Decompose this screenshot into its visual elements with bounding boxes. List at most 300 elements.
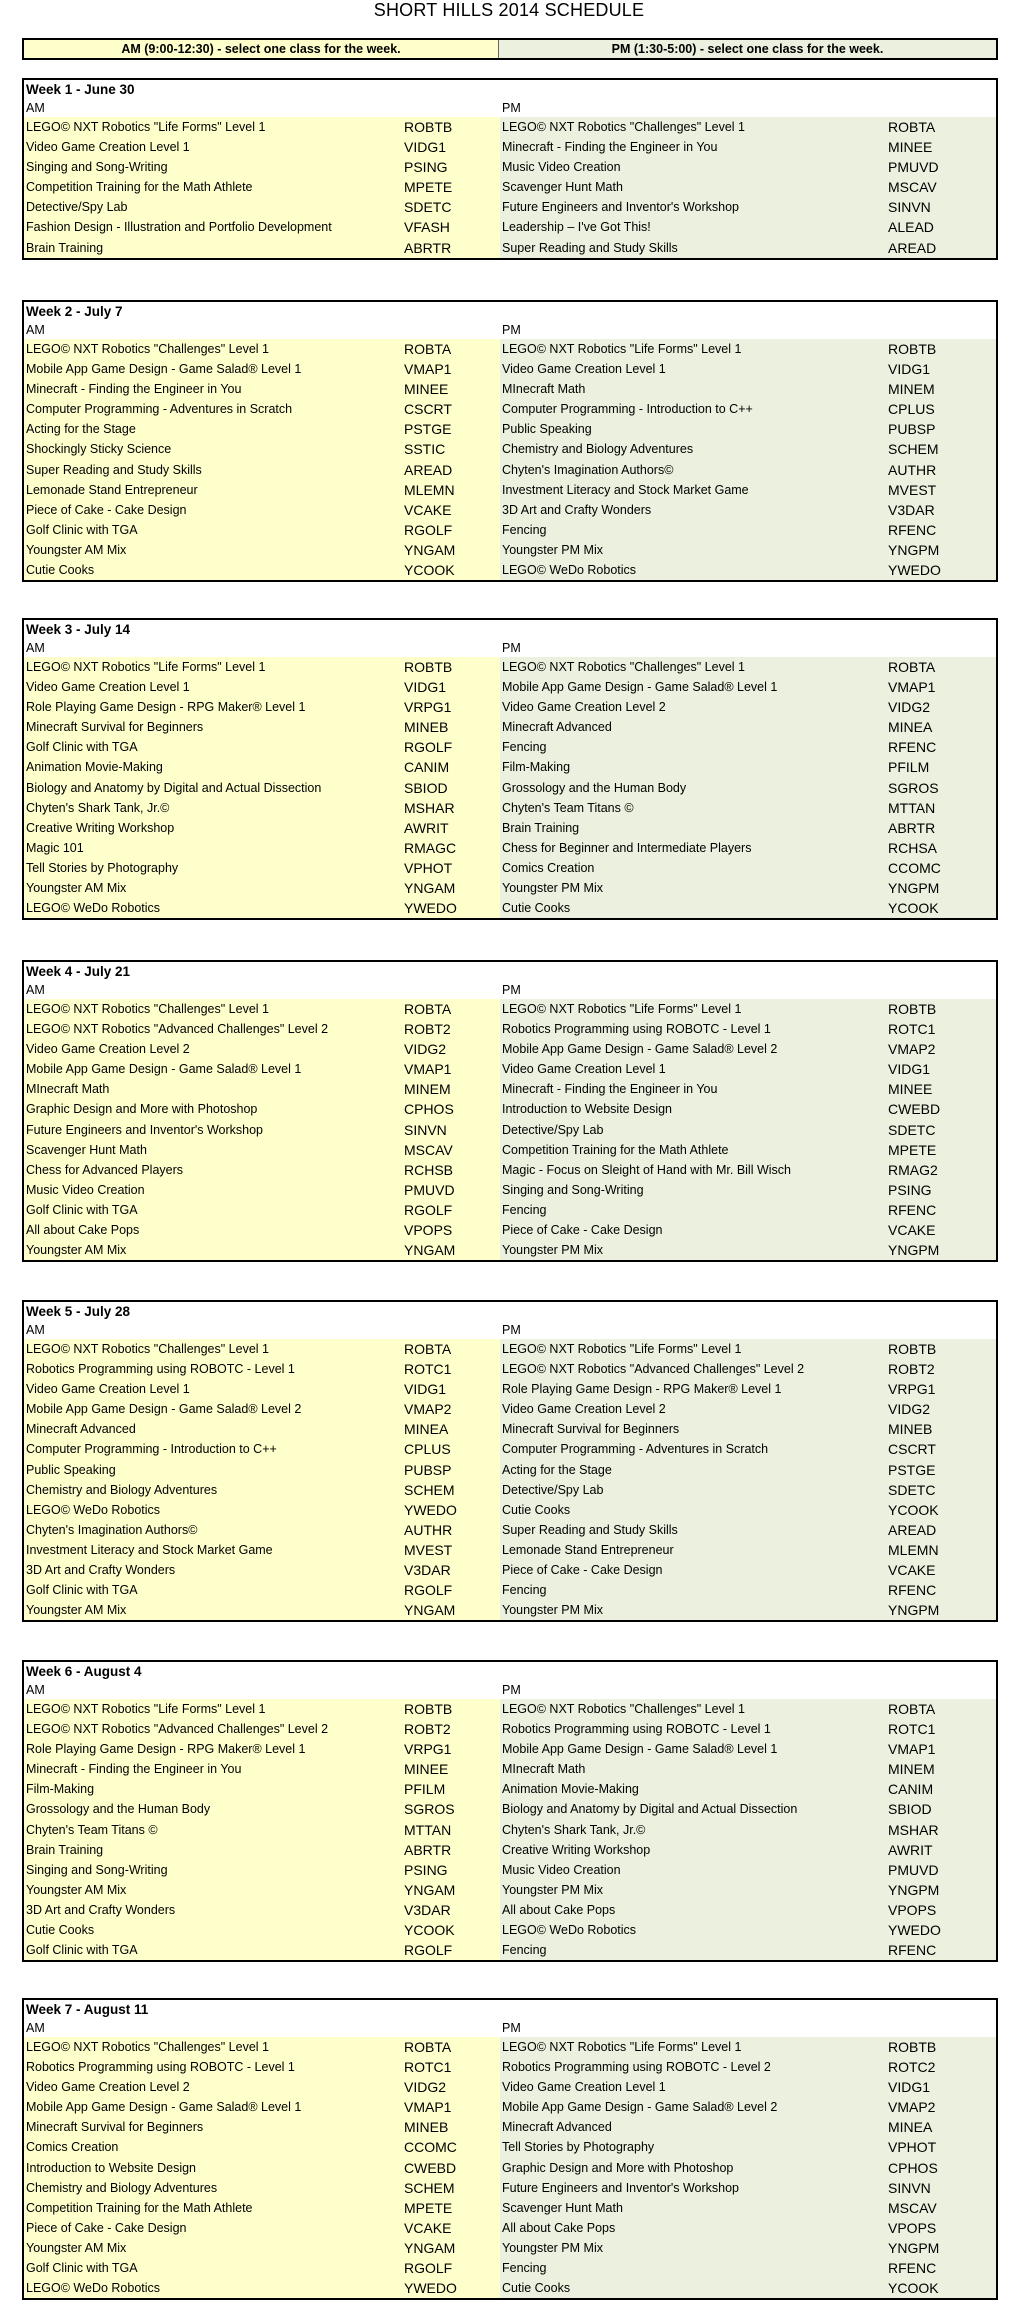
am-class-code: PMUVD — [404, 1180, 500, 1200]
am-class-name: Scavenger Hunt Math — [24, 1140, 404, 1160]
pm-class-code: ALEAD — [888, 217, 996, 237]
am-class-name: Golf Clinic with TGA — [24, 1580, 404, 1600]
class-row — [24, 197, 996, 217]
pm-class-name: Youngster PM Mix — [500, 1600, 888, 1620]
am-class-name: Youngster AM Mix — [24, 1880, 404, 1900]
pm-class-name: Super Reading and Study Skills — [500, 1520, 888, 1540]
am-class-code: CANIM — [404, 757, 500, 777]
am-class-code: YNGAM — [404, 878, 500, 898]
class-row — [24, 778, 996, 798]
class-row — [24, 1480, 996, 1500]
am-class-code: VPOPS — [404, 1220, 500, 1240]
am-class-name: Lemonade Stand Entrepreneur — [24, 480, 404, 500]
am-class-code: YNGAM — [404, 1240, 500, 1260]
pm-class-code: RFENC — [888, 1580, 996, 1600]
pm-class-code: MLEMN — [888, 1540, 996, 1560]
pm-class-code: SINVN — [888, 2178, 996, 2198]
pm-class-name: LEGO© NXT Robotics "Challenges" Level 1 — [500, 657, 888, 677]
pm-class-name: LEGO© NXT Robotics "Advanced Challenges" Level 2 — [500, 1359, 888, 1379]
am-class-code: ABRTR — [404, 238, 500, 258]
am-class-name: Singing and Song-Writing — [24, 1860, 404, 1880]
am-class-name: LEGO© NXT Robotics "Challenges" Level 1 — [24, 2037, 404, 2057]
week-session-labels — [24, 1321, 996, 1339]
pm-class-code: YNGPM — [888, 2238, 996, 2258]
am-class-code: YNGAM — [404, 540, 500, 560]
class-row — [24, 1359, 996, 1379]
am-class-name: LEGO© WeDo Robotics — [24, 898, 404, 918]
week-block — [22, 300, 998, 582]
am-class-code: ROBTA — [404, 1339, 500, 1359]
am-class-code: RGOLF — [404, 1940, 500, 1960]
class-row — [24, 117, 996, 137]
pm-class-name: LEGO© WeDo Robotics — [500, 560, 888, 580]
pm-class-name: Chyten's Shark Tank, Jr.© — [500, 1820, 888, 1840]
class-row — [24, 657, 996, 677]
am-class-code: AREAD — [404, 460, 500, 480]
pm-class-name: Minecraft - Finding the Engineer in You — [500, 1079, 888, 1099]
am-class-name: Graphic Design and More with Photoshop — [24, 1099, 404, 1119]
pm-label: PM — [502, 983, 521, 997]
class-row — [24, 1860, 996, 1880]
week-block — [22, 1300, 998, 1622]
am-class-code: MINEA — [404, 1419, 500, 1439]
pm-class-code: SDETC — [888, 1120, 996, 1140]
class-row — [24, 137, 996, 157]
am-class-code: PSING — [404, 1860, 500, 1880]
am-class-name: Investment Literacy and Stock Market Game — [24, 1540, 404, 1560]
pm-class-name: Scavenger Hunt Math — [500, 177, 888, 197]
am-class-name: Brain Training — [24, 238, 404, 258]
am-session-header: AM (9:00-12:30) - select one class for the week. — [24, 40, 499, 58]
pm-label: PM — [502, 641, 521, 655]
pm-class-name: Introduction to Website Design — [500, 1099, 888, 1119]
am-class-name: Minecraft Survival for Beginners — [24, 2117, 404, 2137]
pm-class-name: Future Engineers and Inventor's Workshop — [500, 2178, 888, 2198]
pm-class-code: CWEBD — [888, 1099, 996, 1119]
am-class-name: All about Cake Pops — [24, 1220, 404, 1240]
am-class-code: RCHSB — [404, 1160, 500, 1180]
pm-class-code: RMAG2 — [888, 1160, 996, 1180]
am-class-code: PFILM — [404, 1779, 500, 1799]
pm-class-name: Youngster PM Mix — [500, 1880, 888, 1900]
am-class-name: LEGO© NXT Robotics "Challenges" Level 1 — [24, 1339, 404, 1359]
pm-label: PM — [502, 101, 521, 115]
am-class-code: ROBTB — [404, 657, 500, 677]
am-class-code: SDETC — [404, 197, 500, 217]
class-row — [24, 2178, 996, 2198]
pm-class-name: Fencing — [500, 1940, 888, 1960]
am-class-name: Role Playing Game Design - RPG Maker® Level 1 — [24, 697, 404, 717]
am-class-name: Tell Stories by Photography — [24, 858, 404, 878]
pm-class-name: LEGO© NXT Robotics "Challenges" Level 1 — [500, 1699, 888, 1719]
am-class-code: ROTC1 — [404, 2057, 500, 2077]
am-class-code: VIDG1 — [404, 1379, 500, 1399]
pm-class-code: MINEE — [888, 1079, 996, 1099]
am-class-code: SCHEM — [404, 2178, 500, 2198]
pm-class-code: MVEST — [888, 480, 996, 500]
class-row — [24, 1399, 996, 1419]
pm-class-name: Fencing — [500, 520, 888, 540]
pm-class-code: RCHSA — [888, 838, 996, 858]
pm-class-code: PMUVD — [888, 157, 996, 177]
am-class-code: CWEBD — [404, 2158, 500, 2178]
pm-class-name: MInecraft Math — [500, 379, 888, 399]
am-class-name: Golf Clinic with TGA — [24, 737, 404, 757]
pm-class-name: All about Cake Pops — [500, 1900, 888, 1920]
am-class-code: MINEM — [404, 1079, 500, 1099]
week-block — [22, 1998, 998, 2300]
class-row — [24, 677, 996, 697]
pm-class-code: MINEM — [888, 379, 996, 399]
pm-class-code: SDETC — [888, 1480, 996, 1500]
pm-class-name: Minecraft Advanced — [500, 717, 888, 737]
pm-class-name: Fencing — [500, 2258, 888, 2278]
am-class-code: AWRIT — [404, 818, 500, 838]
pm-class-code: RFENC — [888, 520, 996, 540]
class-row — [24, 480, 996, 500]
am-class-code: MVEST — [404, 1540, 500, 1560]
class-row — [24, 2137, 996, 2157]
am-class-name: Minecraft Survival for Beginners — [24, 717, 404, 737]
class-row — [24, 2037, 996, 2057]
am-class-code: MINEB — [404, 717, 500, 737]
class-row — [24, 540, 996, 560]
am-class-code: VIDG1 — [404, 677, 500, 697]
am-class-code: YWEDO — [404, 2278, 500, 2298]
am-class-code: ROBTA — [404, 2037, 500, 2057]
am-class-name: LEGO© NXT Robotics "Life Forms" Level 1 — [24, 1699, 404, 1719]
pm-class-code: ROTC1 — [888, 1019, 996, 1039]
am-class-name: Magic 101 — [24, 838, 404, 858]
am-class-name: Youngster AM Mix — [24, 1240, 404, 1260]
pm-label: PM — [502, 1683, 521, 1697]
am-class-code: AUTHR — [404, 1520, 500, 1540]
class-row — [24, 520, 996, 540]
am-class-name: Role Playing Game Design - RPG Maker® Level 1 — [24, 1739, 404, 1759]
class-row — [24, 2057, 996, 2077]
pm-class-name: Minecraft - Finding the Engineer in You — [500, 137, 888, 157]
am-class-name: Youngster AM Mix — [24, 2238, 404, 2258]
week-title: Week 4 - July 21 — [26, 964, 131, 979]
class-row — [24, 697, 996, 717]
class-row — [24, 2077, 996, 2097]
pm-class-name: Youngster PM Mix — [500, 2238, 888, 2258]
pm-class-name: Film-Making — [500, 757, 888, 777]
pm-class-code: PSTGE — [888, 1460, 996, 1480]
pm-class-name: All about Cake Pops — [500, 2218, 888, 2238]
pm-class-code: VMAP1 — [888, 677, 996, 697]
pm-class-code: VIDG1 — [888, 1059, 996, 1079]
pm-class-code: ROBTB — [888, 999, 996, 1019]
am-class-name: Mobile App Game Design - Game Salad® Level 1 — [24, 1059, 404, 1079]
class-row — [24, 2218, 996, 2238]
pm-class-name: Comics Creation — [500, 858, 888, 878]
week-title: Week 2 - July 7 — [26, 304, 123, 319]
am-class-code: RGOLF — [404, 520, 500, 540]
class-row — [24, 1019, 996, 1039]
pm-class-code: VMAP1 — [888, 1739, 996, 1759]
am-class-name: Youngster AM Mix — [24, 1600, 404, 1620]
class-row — [24, 2258, 996, 2278]
pm-class-name: Video Game Creation Level 1 — [500, 2077, 888, 2097]
am-class-code: SINVN — [404, 1120, 500, 1140]
am-class-name: Singing and Song-Writing — [24, 157, 404, 177]
am-class-name: Piece of Cake - Cake Design — [24, 2218, 404, 2238]
pm-class-name: MInecraft Math — [500, 1759, 888, 1779]
pm-class-code: YNGPM — [888, 878, 996, 898]
am-class-name: Mobile App Game Design - Game Salad® Level 1 — [24, 2097, 404, 2117]
week-session-labels — [24, 981, 996, 999]
class-row — [24, 399, 996, 419]
am-class-name: Video Game Creation Level 1 — [24, 1379, 404, 1399]
week-session-labels — [24, 2019, 996, 2037]
week-session-labels — [24, 639, 996, 657]
am-class-name: MInecraft Math — [24, 1079, 404, 1099]
pm-class-name: Video Game Creation Level 1 — [500, 1059, 888, 1079]
pm-class-name: Chyten's Imagination Authors© — [500, 460, 888, 480]
am-class-name: Computer Programming - Introduction to C++ — [24, 1439, 404, 1459]
pm-class-name: Video Game Creation Level 1 — [500, 359, 888, 379]
pm-class-code: MPETE — [888, 1140, 996, 1160]
pm-class-name: Competition Training for the Math Athlete — [500, 1140, 888, 1160]
week-session-labels — [24, 99, 996, 117]
pm-class-code: RFENC — [888, 737, 996, 757]
pm-session-header: PM (1:30-5:00) - select one class for the week. — [499, 40, 996, 58]
am-class-name: Biology and Anatomy by Digital and Actual Dissection — [24, 778, 404, 798]
pm-class-name: Piece of Cake - Cake Design — [500, 1220, 888, 1240]
am-class-name: Shockingly Sticky Science — [24, 439, 404, 459]
class-row — [24, 1600, 996, 1620]
pm-class-code: SINVN — [888, 197, 996, 217]
pm-class-code: YNGPM — [888, 1240, 996, 1260]
class-row — [24, 1880, 996, 1900]
am-class-code: VRPG1 — [404, 1739, 500, 1759]
am-class-name: Film-Making — [24, 1779, 404, 1799]
am-class-code: VMAP1 — [404, 2097, 500, 2117]
class-row — [24, 1699, 996, 1719]
class-row — [24, 379, 996, 399]
class-row — [24, 1820, 996, 1840]
pm-class-code: ROBTB — [888, 2037, 996, 2057]
pm-class-code: RFENC — [888, 1200, 996, 1220]
class-row — [24, 1339, 996, 1359]
class-row — [24, 2158, 996, 2178]
am-class-code: RGOLF — [404, 2258, 500, 2278]
pm-class-code: MINEA — [888, 717, 996, 737]
class-row — [24, 238, 996, 258]
class-row — [24, 339, 996, 359]
am-class-code: VRPG1 — [404, 697, 500, 717]
week-title: Week 6 - August 4 — [26, 1664, 142, 1679]
am-class-code: MPETE — [404, 2198, 500, 2218]
am-class-name: LEGO© NXT Robotics "Advanced Challenges" Level 2 — [24, 1019, 404, 1039]
am-class-code: YCOOK — [404, 560, 500, 580]
pm-class-name: Youngster PM Mix — [500, 1240, 888, 1260]
pm-class-name: Cutie Cooks — [500, 2278, 888, 2298]
am-class-code: ROBT2 — [404, 1719, 500, 1739]
am-class-name: Chess for Advanced Players — [24, 1160, 404, 1180]
pm-class-code: CPLUS — [888, 399, 996, 419]
pm-class-name: Graphic Design and More with Photoshop — [500, 2158, 888, 2178]
am-class-code: SBIOD — [404, 778, 500, 798]
pm-class-code: VCAKE — [888, 1220, 996, 1240]
pm-class-code: ROBTA — [888, 657, 996, 677]
class-row — [24, 1379, 996, 1399]
pm-class-name: Youngster PM Mix — [500, 540, 888, 560]
am-class-code: CPHOS — [404, 1099, 500, 1119]
class-row — [24, 1900, 996, 1920]
pm-class-name: Mobile App Game Design - Game Salad® Level 2 — [500, 2097, 888, 2117]
class-row — [24, 1220, 996, 1240]
class-row — [24, 717, 996, 737]
am-class-code: RGOLF — [404, 1580, 500, 1600]
am-class-name: LEGO© NXT Robotics "Advanced Challenges" Level 2 — [24, 1719, 404, 1739]
am-class-name: Chemistry and Biology Adventures — [24, 2178, 404, 2198]
am-label: AM — [26, 2021, 45, 2035]
am-class-code: VMAP2 — [404, 1399, 500, 1419]
class-row — [24, 1079, 996, 1099]
pm-class-code: YNGPM — [888, 1880, 996, 1900]
class-row — [24, 1580, 996, 1600]
am-class-code: VCAKE — [404, 500, 500, 520]
pm-class-code: VCAKE — [888, 1560, 996, 1580]
pm-class-code: YNGPM — [888, 1600, 996, 1620]
pm-class-code: AWRIT — [888, 1840, 996, 1860]
pm-class-code: VIDG2 — [888, 697, 996, 717]
pm-class-code: VIDG1 — [888, 359, 996, 379]
pm-class-name: Scavenger Hunt Math — [500, 2198, 888, 2218]
am-class-name: Comics Creation — [24, 2137, 404, 2157]
am-class-code: ROBT2 — [404, 1019, 500, 1039]
am-class-name: Youngster AM Mix — [24, 540, 404, 560]
class-row — [24, 2117, 996, 2137]
am-class-code: RMAGC — [404, 838, 500, 858]
pm-class-name: Tell Stories by Photography — [500, 2137, 888, 2157]
pm-class-name: Mobile App Game Design - Game Salad® Level 2 — [500, 1039, 888, 1059]
pm-class-code: AREAD — [888, 238, 996, 258]
am-label: AM — [26, 323, 45, 337]
pm-class-code: MINEM — [888, 1759, 996, 1779]
am-class-name: LEGO© NXT Robotics "Challenges" Level 1 — [24, 339, 404, 359]
am-class-name: LEGO© NXT Robotics "Life Forms" Level 1 — [24, 657, 404, 677]
am-class-name: Video Game Creation Level 1 — [24, 137, 404, 157]
am-class-code: VFASH — [404, 217, 500, 237]
am-class-code: V3DAR — [404, 1900, 500, 1920]
am-class-name: 3D Art and Crafty Wonders — [24, 1560, 404, 1580]
am-class-name: LEGO© NXT Robotics "Challenges" Level 1 — [24, 999, 404, 1019]
pm-class-name: Public Speaking — [500, 419, 888, 439]
am-class-code: YWEDO — [404, 898, 500, 918]
class-row — [24, 2198, 996, 2218]
am-class-code: CSCRT — [404, 399, 500, 419]
week-session-labels — [24, 321, 996, 339]
am-class-code: CCOMC — [404, 2137, 500, 2157]
class-row — [24, 439, 996, 459]
pm-class-name: Robotics Programming using ROBOTC - Level 1 — [500, 1019, 888, 1039]
am-class-name: Super Reading and Study Skills — [24, 460, 404, 480]
am-class-name: Animation Movie-Making — [24, 757, 404, 777]
pm-class-code: ROTC1 — [888, 1719, 996, 1739]
am-class-name: Minecraft - Finding the Engineer in You — [24, 379, 404, 399]
pm-class-code: MSCAV — [888, 2198, 996, 2218]
am-class-name: Golf Clinic with TGA — [24, 520, 404, 540]
am-class-code: SCHEM — [404, 1480, 500, 1500]
pm-class-code: YCOOK — [888, 898, 996, 918]
class-row — [24, 2097, 996, 2117]
am-class-name: Public Speaking — [24, 1460, 404, 1480]
week-title: Week 7 - August 11 — [26, 2002, 149, 2017]
class-row — [24, 1460, 996, 1480]
pm-class-code: YNGPM — [888, 540, 996, 560]
class-row — [24, 1439, 996, 1459]
am-class-code: VCAKE — [404, 2218, 500, 2238]
am-class-name: Golf Clinic with TGA — [24, 1940, 404, 1960]
pm-class-code: VPOPS — [888, 1900, 996, 1920]
class-row — [24, 1120, 996, 1140]
week-block — [22, 1660, 998, 1962]
class-row — [24, 177, 996, 197]
am-class-name: Chemistry and Biology Adventures — [24, 1480, 404, 1500]
pm-class-name: Fencing — [500, 737, 888, 757]
pm-class-code: MSHAR — [888, 1820, 996, 1840]
pm-label: PM — [502, 2021, 521, 2035]
pm-class-name: LEGO© NXT Robotics "Life Forms" Level 1 — [500, 1339, 888, 1359]
am-class-code: ROBTB — [404, 117, 500, 137]
pm-class-name: Leadership – I've Got This! — [500, 217, 888, 237]
week-block — [22, 618, 998, 920]
am-class-code: SGROS — [404, 1799, 500, 1819]
pm-class-name: Robotics Programming using ROBOTC - Level 2 — [500, 2057, 888, 2077]
pm-class-code: PUBSP — [888, 419, 996, 439]
am-class-code: RGOLF — [404, 1200, 500, 1220]
am-label: AM — [26, 983, 45, 997]
pm-class-code: SCHEM — [888, 439, 996, 459]
am-class-name: Mobile App Game Design - Game Salad® Level 1 — [24, 359, 404, 379]
week-block — [22, 78, 998, 260]
pm-class-name: Music Video Creation — [500, 1860, 888, 1880]
class-row — [24, 898, 996, 918]
am-class-code: MSCAV — [404, 1140, 500, 1160]
week-title: Week 1 - June 30 — [26, 82, 135, 97]
pm-class-name: Video Game Creation Level 2 — [500, 697, 888, 717]
am-class-code: CPLUS — [404, 1439, 500, 1459]
pm-class-name: Detective/Spy Lab — [500, 1480, 888, 1500]
pm-class-name: LEGO© NXT Robotics "Challenges" Level 1 — [500, 117, 888, 137]
am-class-code: MLEMN — [404, 480, 500, 500]
class-row — [24, 1099, 996, 1119]
am-class-code: VMAP1 — [404, 1059, 500, 1079]
pm-class-code: YWEDO — [888, 1920, 996, 1940]
pm-class-name: Future Engineers and Inventor's Workshop — [500, 197, 888, 217]
class-row — [24, 1240, 996, 1260]
pm-class-code: MSCAV — [888, 177, 996, 197]
class-row — [24, 157, 996, 177]
pm-class-code: RFENC — [888, 1940, 996, 1960]
pm-class-name: Mobile App Game Design - Game Salad® Level 1 — [500, 1739, 888, 1759]
am-class-name: Robotics Programming using ROBOTC - Level 1 — [24, 1359, 404, 1379]
am-class-code: MINEE — [404, 1759, 500, 1779]
am-class-code: YNGAM — [404, 1880, 500, 1900]
class-row — [24, 1560, 996, 1580]
pm-class-code: CSCRT — [888, 1439, 996, 1459]
am-class-code: PSTGE — [404, 419, 500, 439]
class-row — [24, 1940, 996, 1960]
pm-class-name: Magic - Focus on Sleight of Hand with Mr. Bill Wisch — [500, 1160, 888, 1180]
class-row — [24, 818, 996, 838]
class-row — [24, 1739, 996, 1759]
class-row — [24, 1779, 996, 1799]
am-class-code: VIDG2 — [404, 1039, 500, 1059]
